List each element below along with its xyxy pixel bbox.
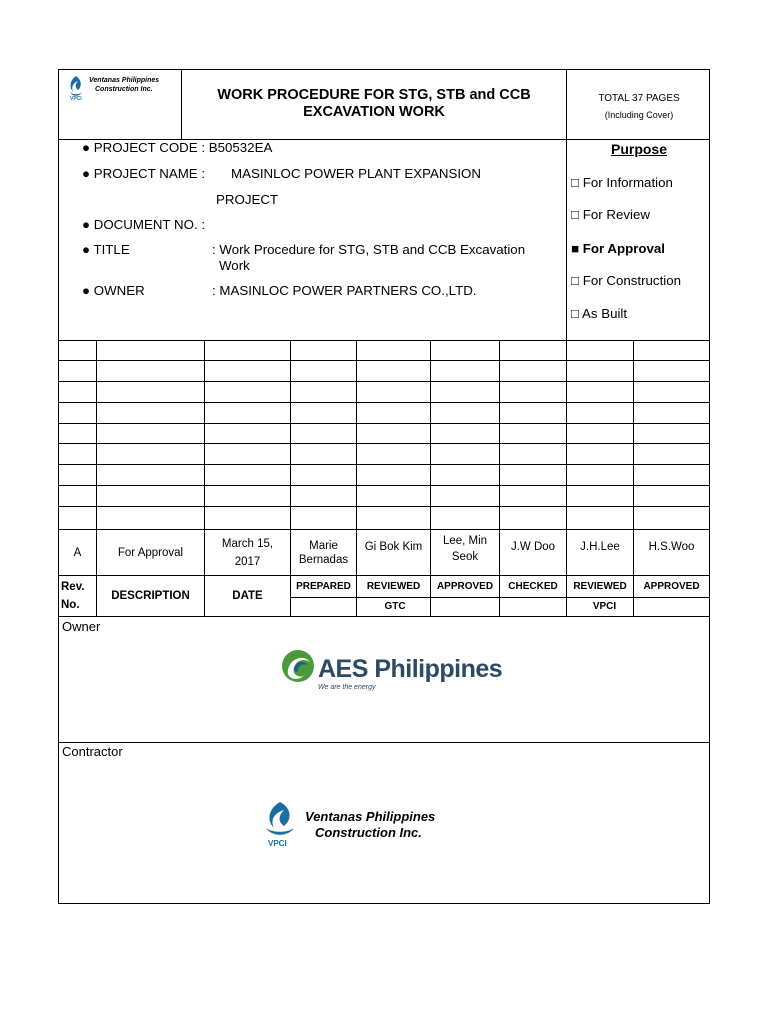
document-title (182, 87, 566, 121)
project-name-line1: MASINLOC POWER PLANT EXPANSION (231, 166, 481, 181)
company-logo-small (67, 73, 179, 101)
document-frame (58, 69, 710, 904)
company-logo-line2: Construction Inc. (95, 86, 153, 93)
rev-header-line1: Rev. (61, 581, 85, 593)
rev-header-line2: No. (61, 599, 80, 611)
grid-row-line (59, 506, 709, 507)
page-count (568, 91, 710, 123)
description-header: DESCRIPTION (111, 590, 190, 602)
project-name-label: ● PROJECT NAME : (82, 166, 206, 181)
title-value-line2: Work (219, 258, 250, 273)
prepared-line2: Bernadas (298, 553, 349, 566)
grid-column-line (499, 340, 500, 616)
grid-column-line (633, 340, 634, 616)
purpose-option-approval: ■ For Approval (571, 241, 665, 256)
vpci-logo-line2: Construction Inc. (315, 825, 422, 840)
title-line-2: EXCAVATION WORK (303, 104, 445, 120)
grid-row-line (59, 485, 709, 486)
owner-label: ● OWNER (82, 283, 145, 298)
grid-row-line (59, 381, 709, 382)
document-no: ● DOCUMENT NO. : (82, 217, 206, 232)
owner-section-label: Owner (62, 619, 101, 634)
rev-value: A (73, 546, 82, 559)
reviewed-value: Gi Bok Kim (364, 541, 423, 553)
approved2-value: H.S.Woo (648, 541, 695, 553)
description-value: For Approval (117, 546, 184, 559)
purpose-option-as-built: □ As Built (571, 306, 628, 321)
date-line1: March 15, (221, 537, 274, 550)
checked-header: CHECKED (508, 580, 558, 592)
aes-logo-tagline: We are the energy (318, 684, 376, 691)
prepared-header: PREPARED (296, 580, 351, 592)
vpci-logo-line1: Ventanas Philippines (305, 809, 436, 824)
aes-swirl-icon (280, 648, 316, 684)
grid-row-line (59, 360, 709, 361)
including-cover: (Including Cover) (604, 110, 674, 120)
grid-row-line (59, 340, 709, 341)
grid-column-line (430, 340, 431, 616)
project-code: ● PROJECT CODE : B50532EA (82, 140, 273, 155)
approved-line1: Lee, Min (442, 535, 488, 547)
project-name-line2: PROJECT (216, 192, 279, 207)
reviewed-header: REVIEWED (366, 580, 421, 592)
rev-header (59, 576, 91, 616)
grid-row-line (59, 742, 709, 743)
owner-value: : MASINLOC POWER PARTNERS CO.,LTD. (212, 283, 477, 298)
grid-row-line (59, 402, 709, 403)
purpose-heading: Purpose (610, 141, 667, 157)
grid-column-line (566, 340, 567, 616)
reviewed2-value: J.H.Lee (580, 541, 620, 553)
vpci-logo-icon (262, 800, 298, 840)
company-logo-line1: Ventanas Philippines (89, 77, 160, 84)
aes-logo (280, 648, 510, 698)
approved-line2: Seok (451, 551, 479, 563)
header-divider (566, 70, 567, 340)
approved2-header: APPROVED (643, 580, 700, 592)
grid-row-line (59, 616, 709, 617)
company-logo-abbr: VPCI (70, 96, 82, 102)
approved-value (431, 530, 499, 568)
grid-column-line (356, 340, 357, 616)
prepared-value (291, 530, 356, 575)
contractor-section-label: Contractor (62, 744, 123, 759)
grid-row-line (59, 443, 709, 444)
grid-row-line (59, 464, 709, 465)
checked-value: J.W Doo (510, 541, 556, 553)
title-value-line1: : Work Procedure for STG, STB and CCB Excavation (212, 242, 526, 257)
aes-logo-name: AES Philippines (318, 655, 503, 683)
title-label: ● TITLE (82, 242, 130, 257)
date-value (205, 530, 290, 575)
prepared-line1: Marie (309, 539, 338, 552)
vpci-logo-abbr: VPCI (268, 839, 287, 848)
group-gtc: GTC (384, 601, 406, 612)
purpose-option-information: □ For Information (571, 175, 673, 190)
approved-header: APPROVED (436, 580, 494, 592)
vpci-logo (262, 800, 452, 852)
total-pages: TOTAL 37 PAGES (598, 93, 680, 104)
group-vpci: VPCI (592, 601, 617, 612)
reviewed2-header: REVIEWED (573, 580, 627, 592)
date-line2: 2017 (234, 555, 261, 568)
purpose-option-review: □ For Review (571, 207, 650, 222)
purpose-option-construction: □ For Construction (571, 273, 682, 288)
grid-row-line (59, 423, 709, 424)
date-header: DATE (232, 590, 263, 602)
title-line-1: WORK PROCEDURE FOR STG, STB and CCB (217, 87, 531, 103)
